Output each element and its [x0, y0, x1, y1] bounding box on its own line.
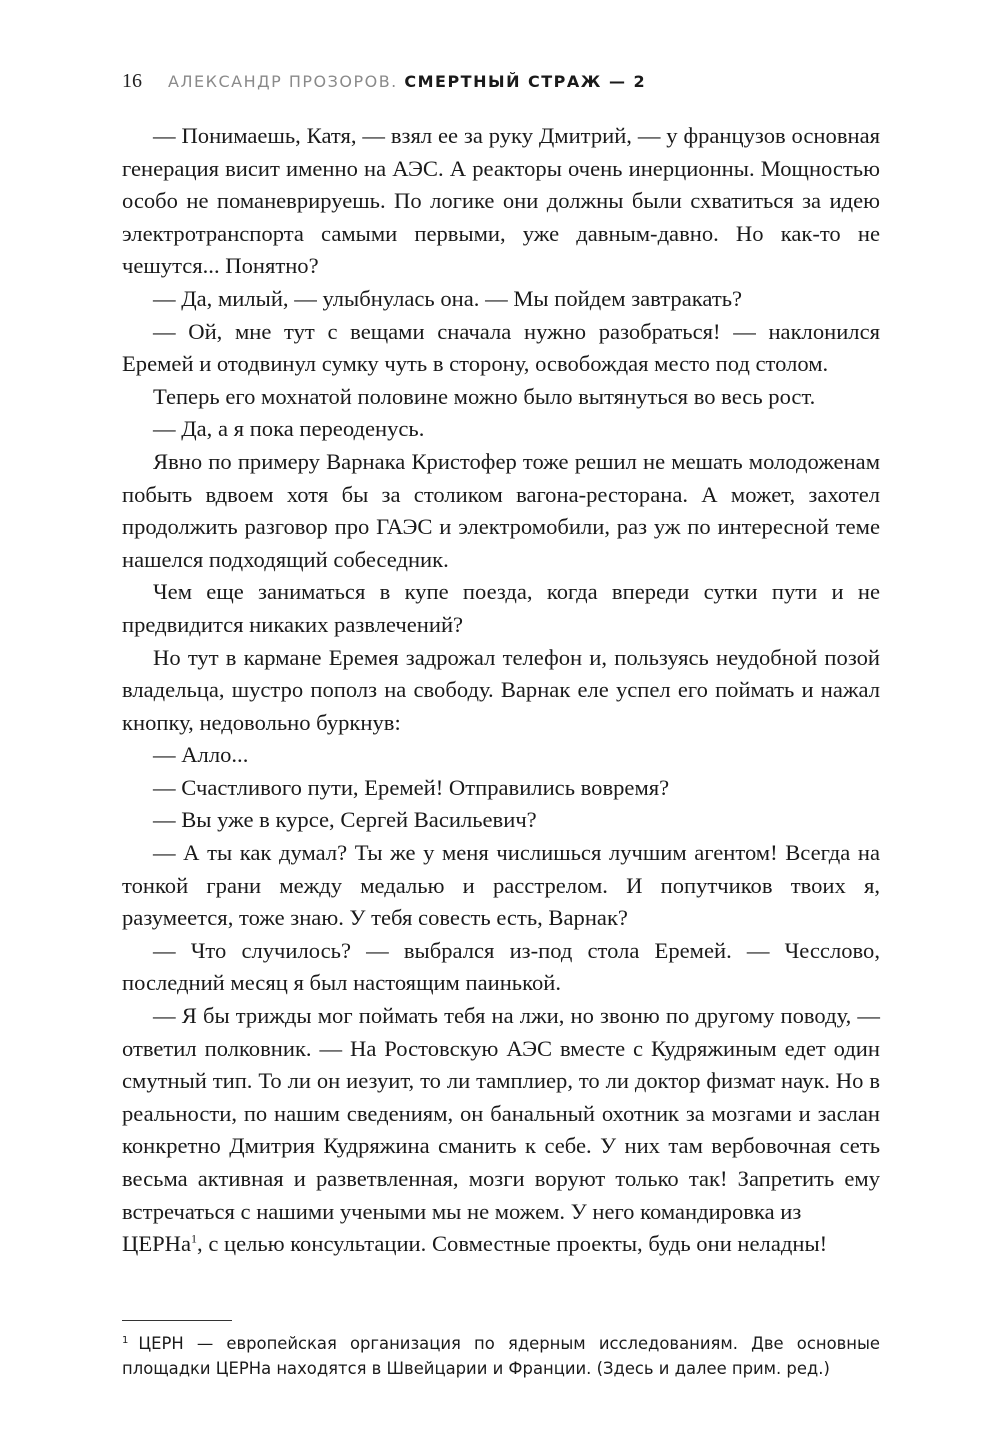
footnote-divider — [122, 1320, 232, 1321]
paragraph: Но тут в кармане Еремея задрожал телефон и, пользуясь неудобной позой владельца, шустро пополз на свободу. Варнак еле успел его поймать и нажал кнопку, недовольно буркнув: — [122, 644, 880, 735]
paragraph: Теперь его мохнатой половине можно было вытянуться во весь рост. — [153, 383, 816, 409]
page-number: 16 — [122, 70, 142, 92]
text-fragment: , с целью консультации. Совместные проекты, будь они неладны! — [197, 1231, 828, 1257]
paragraph: Чем еще заниматься в купе поезда, когда впереди сутки пути и не предвидится никаких развлечений? — [122, 579, 880, 637]
paragraph: — Алло... — [153, 742, 249, 768]
paragraph: — Понимаешь, Катя, — взял ее за руку Дмитрий, — у французов основная генерация висит именно на АЭС. А реакторы очень инерционны. Мощностью особо не поманеврируешь. По логике они должны были схватиться за идею электротранспорта самыми первыми, уже давным-давно. Но как-то не чешутся... Понятно? — [122, 123, 880, 279]
footnote-marker: 1 — [122, 1334, 129, 1346]
paragraph: — Я бы трижды мог поймать тебя на лжи, но звоню по другому поводу, — ответил полковник. — На Ростовскую АЭС вместе с Кудряжиным едет один смутный тип. То ли он иезуит, то ли тамплиер, то ли доктор физмат наук. Но в реальности, по нашим сведениям, он банальный охотник за мозгами и заслан конкретно Дмитрия Кудряжина сманить к себе. У них там вербовочная сеть весьма активная и разветвленная, мозги воруют только так! Запретить ему встречаться с нашими учеными мы не можем. У него командировка из — [122, 1003, 880, 1224]
paragraph: — Вы уже в курсе, Сергей Васильевич? — [153, 807, 537, 833]
book-title: СМЕРТНЫЙ СТРАЖ — 2 — [404, 72, 647, 91]
footnote-text: ЦЕРН — европейская организация по ядерным исследованиям. Две основные площадки ЦЕРНа находятся в Швейцарии и Франции. (Здесь и далее прим. ред.) — [122, 1334, 880, 1378]
footnote — [122, 1331, 880, 1381]
paragraph-continued — [122, 1228, 880, 1261]
paragraph: — А ты как думал? Ты же у меня числишься лучшим агентом! Всегда на тонкой грани между медалью и расстрелом. И попутчиков твоих я, разумеется, тоже знаю. У тебя совесть есть, Варнак? — [122, 840, 880, 931]
text-fragment: ЦЕРНа — [122, 1231, 192, 1257]
body-text — [122, 120, 880, 1261]
paragraph: — Что случилось? — выбрался из-под стола Еремей. — Чесслово, последний месяц я был настоящим паинькой. — [122, 937, 880, 996]
paragraph: — Счастливого пути, Еремей! Отправились вовремя? — [153, 774, 670, 800]
running-head — [122, 70, 882, 100]
footnote-reference: 1 — [191, 1231, 198, 1246]
paragraph: — Да, а я пока переоденусь. — [153, 416, 425, 442]
paragraph: — Да, милый, — улыбнулась она. — Мы пойдем завтракать? — [153, 285, 743, 311]
paragraph: — Ой, мне тут с вещами сначала нужно разобраться! — наклонился Еремей и отодвинул сумку чуть в сторону, освобождая место под столом. — [122, 318, 880, 377]
paragraph: Явно по примеру Варнака Кристофер тоже решил не мешать молодоженам побыть вдвоем хотя бы за столиком вагона-ресторана. А может, захотел продолжить разговор про ГАЭС и электромобили, раз уж по интересной теме нашелся подходящий собеседник. — [122, 448, 880, 572]
author-name: АЛЕКСАНДР ПРОЗОРОВ. — [168, 72, 398, 91]
